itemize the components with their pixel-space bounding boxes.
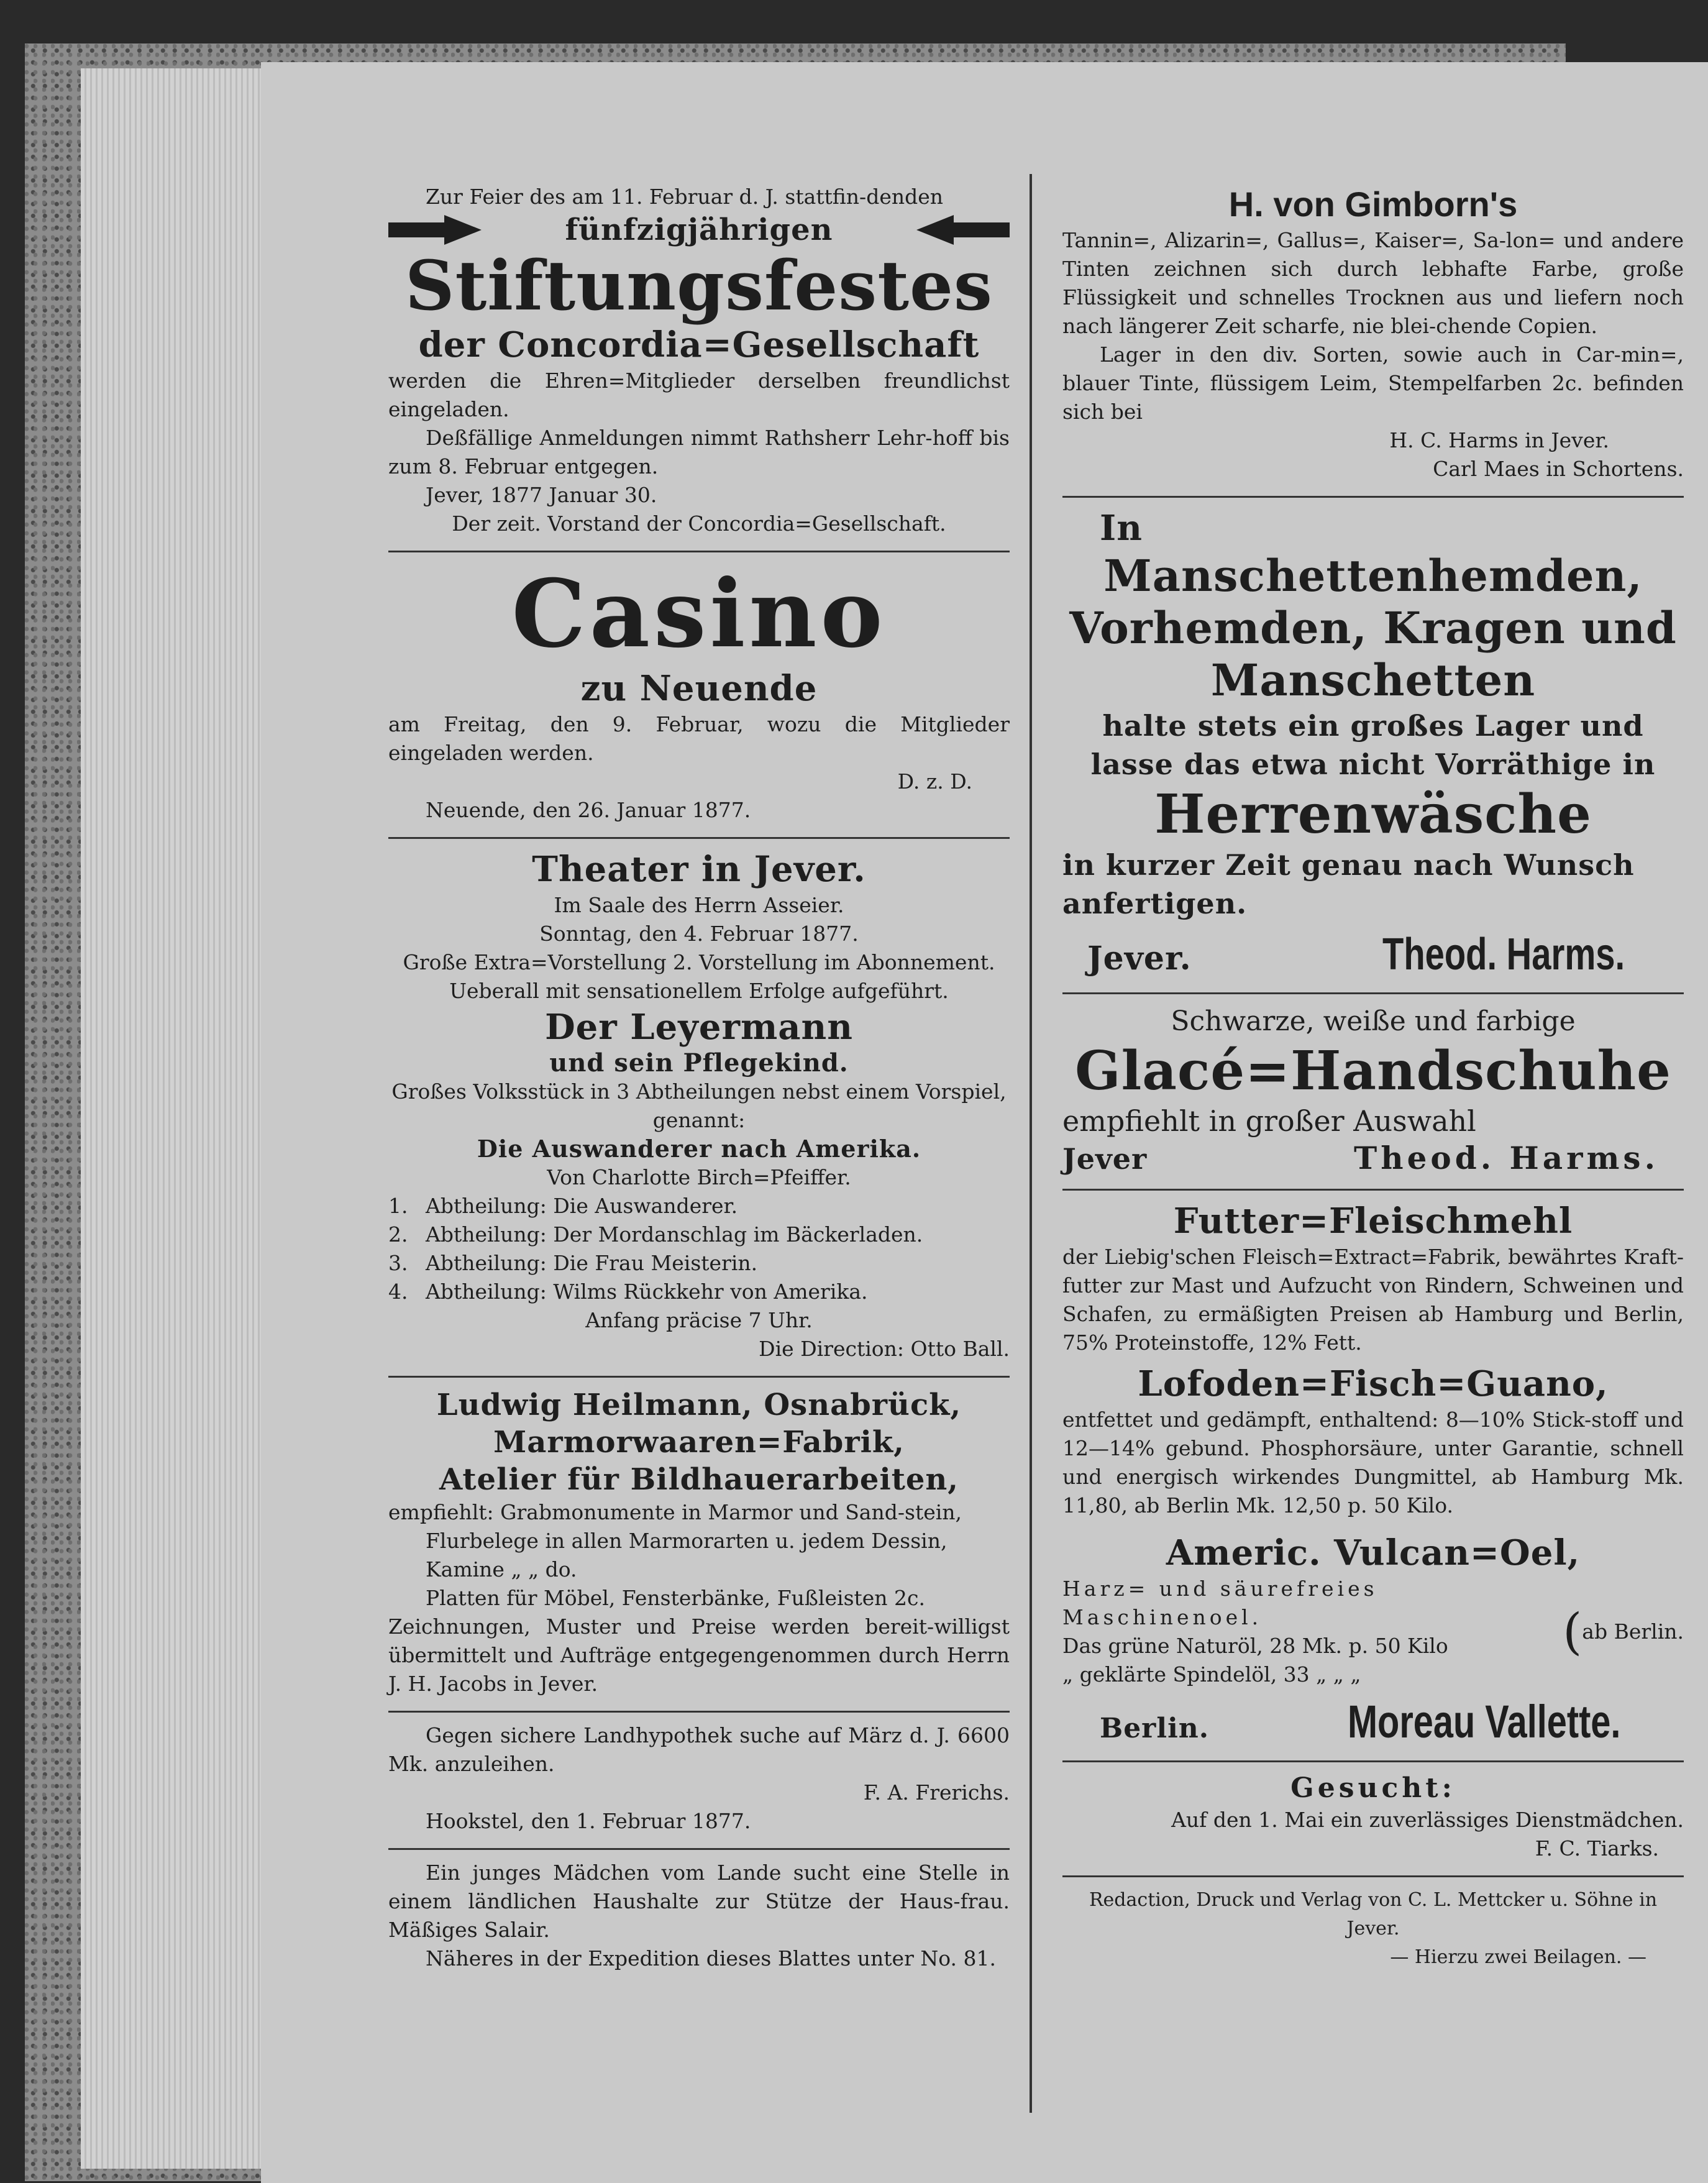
frerichs-name: F. A. Frerichs. — [863, 1780, 1010, 1805]
concordia-signature: Der zeit. Vorstand der Concordia=Gesellschaft. — [452, 511, 946, 536]
acts-list — [388, 1192, 1010, 1306]
act-item: 3. Abtheilung: Die Frau Meisterin. — [388, 1251, 758, 1275]
imprint-line2: — Hierzu zwei Beilagen. — — [1390, 1946, 1646, 1968]
harms2-title: Glacé=Handschuhe — [1075, 1040, 1671, 1102]
play-prelude: Die Auswanderer nach Amerika. — [477, 1135, 921, 1163]
harms-linen-ad — [1062, 498, 1684, 994]
vulcan-line2: Das grüne Naturöl, 28 Mk. p. 50 Kilo — [1062, 1634, 1448, 1658]
harms2-line3: empfiehlt in großer Auswahl — [1062, 1104, 1476, 1138]
vulcan-place: Berlin. — [1100, 1713, 1210, 1744]
heilmann-item: Flurbelege in allen Marmorarten u. jedem Dessin, — [426, 1529, 948, 1553]
maedchen-ad — [388, 1850, 1010, 1985]
vulcan-name: Moreau Vallette. — [1347, 1696, 1621, 1747]
harms1-line7: in kurzer Zeit genau nach Wunsch anfertigen. — [1062, 848, 1635, 920]
futter-ad — [1062, 1191, 1684, 1360]
pointing-hand-right-icon — [388, 211, 482, 249]
imprint-line1: Redaction, Druck und Verlag von C. L. Mettcker u. Söhne in Jever. — [1089, 1889, 1658, 1939]
heilmann-ad — [388, 1378, 1010, 1713]
page-edges — [81, 68, 268, 2169]
theater-ad — [388, 839, 1010, 1378]
gimborn-ad — [1062, 174, 1684, 498]
newspaper-page — [261, 62, 1708, 2183]
theater-venue: Im Saale des Herrn Asseier. — [554, 893, 844, 917]
vulcan-title: Americ. Vulcan=Oel, — [1166, 1532, 1581, 1573]
guano-body: entfettet und gedämpft, enthaltend: 8—10% Stick-stoff und 12—14% gebund. Phosphorsäure, unter Garantie, schnell und energisch wirkendes Dungmittel, ab Hamburg Mk. 11,80, ab Berlin Mk. 12,50 p. 50 Kilo. — [1062, 1407, 1684, 1517]
maedchen-more: Näheres in der Expedition dieses Blattes unter No. 81. — [426, 1946, 996, 1970]
vulcan-ad — [1062, 1522, 1684, 1762]
imprint — [1062, 1877, 1684, 1984]
casino-body: am Freitag, den 9. Februar, wozu die Mitglieder eingeladen werden. — [388, 712, 1010, 765]
frerichs-ad — [388, 1713, 1010, 1850]
vulcan-line1: Harz= und säurefreies Maschinenoel. — [1062, 1577, 1378, 1629]
harms-gloves-ad — [1062, 994, 1684, 1191]
guano-ad — [1062, 1360, 1684, 1522]
theater-success: Ueberall mit sensationellem Erfolge aufgeführt. — [449, 979, 949, 1003]
harms1-line4: Manschetten — [1210, 654, 1536, 706]
casino-date: Neuende, den 26. Januar 1877. — [426, 798, 751, 822]
vulcan-signature-row — [1062, 1689, 1684, 1748]
heilmann-firm: Ludwig Heilmann, Osnabrück, — [436, 1388, 962, 1422]
vulcan-prices — [1062, 1575, 1684, 1689]
play-subtitle: und sein Pflegekind. — [549, 1048, 849, 1078]
harms2-name: Theod. Harms. — [1354, 1140, 1659, 1176]
act-item: 1. Abtheilung: Die Auswanderer. — [388, 1194, 738, 1218]
frerichs-date: Hookstel, den 1. Februar 1877. — [426, 1809, 751, 1833]
casino-place: zu Neuende — [580, 668, 818, 709]
gimborn-stock: Lager in den div. Sorten, sowie auch in Car-min=, blauer Tinte, flüssigem Leim, Stempelfarben 2c. befinden sich bei — [1062, 342, 1684, 424]
concordia-jubilee: fünfzigjährigen — [565, 213, 833, 247]
harms1-line5: halte stets ein großes Lager und lasse das etwa nicht Vorräthige in — [1090, 709, 1656, 781]
pointing-hand-left-icon — [916, 211, 1010, 249]
play-genre: Großes Volksstück in 3 Abtheilungen nebst einem Vorspiel, genannt: — [391, 1079, 1007, 1132]
jubilee-row — [388, 211, 1010, 249]
column-divider — [1030, 174, 1032, 2113]
harms2-signature-row — [1062, 1140, 1684, 1176]
gesucht-name: F. C. Tiarks. — [1535, 1836, 1659, 1860]
guano-title: Lofoden=Fisch=Guano, — [1138, 1363, 1609, 1404]
vulcan-line3: „ geklärte Spindelöl, 33 „ „ „ — [1062, 1662, 1361, 1686]
theater-performance: Große Extra=Vorstellung 2. Vorstellung im Abonnement. — [403, 950, 995, 974]
brace-glyph: ( — [1563, 1603, 1582, 1660]
act-item: 2. Abtheilung: Der Mordanschlag im Bäckerladen. — [388, 1222, 923, 1247]
casino-sign: D. z. D. — [897, 769, 972, 794]
concordia-date: Jever, 1877 Januar 30. — [426, 483, 657, 507]
concordia-intro: Zur Feier des am 11. Februar d. J. stattfin-denden — [426, 185, 944, 209]
heilmann-line3: Atelier für Bildhauerarbeiten, — [439, 1462, 959, 1497]
harms2-place: Jever — [1062, 1142, 1148, 1176]
harms1-name: Theod. Harms. — [1382, 930, 1625, 979]
heilmann-recommend: empfiehlt: Grabmonumente in Marmor und Sand-stein, — [388, 1500, 962, 1524]
heilmann-line2: Marmorwaaren=Fabrik, — [493, 1425, 905, 1460]
play-author: Von Charlotte Birch=Pfeiffer. — [547, 1165, 851, 1189]
harms1-line1: In — [1100, 508, 1143, 549]
heilmann-drawings: Zeichnungen, Muster und Preise werden bereit-willigst übermittelt und Aufträge entgegengenommen durch Herrn J. H. Jacobs in Jever. — [388, 1614, 1010, 1696]
harms1-line2: Manschettenhemden, — [1103, 550, 1643, 602]
theater-start: Anfang präcise 7 Uhr. — [585, 1308, 813, 1332]
right-column — [1062, 174, 1684, 1984]
harms2-line1: Schwarze, weiße und farbige — [1171, 1005, 1576, 1037]
concordia-ad — [388, 174, 1010, 552]
maedchen-body: Ein junges Mädchen vom Lande sucht eine Stelle in einem ländlichen Haushalte zur Stütze der Haus-frau. Mäßiges Salair. — [388, 1860, 1010, 1942]
concordia-society: der Concordia=Gesellschaft — [418, 324, 980, 365]
gimborn-body: Tannin=, Alizarin=, Gallus=, Kaiser=, Sa-lon= und andere Tinten zeichnen sich durch lebhafte Farbe, große Flüssigkeit und schnelles Trocknen aus und liefern noch nach längerer Zeit scharfe, nie blei-chende Copien. — [1062, 228, 1684, 338]
theater-title: Theater in Jever. — [532, 849, 866, 890]
gimborn-dealer2: Carl Maes in Schortens. — [1433, 457, 1684, 481]
casino-title: Casino — [511, 559, 887, 669]
left-column — [388, 174, 1010, 1985]
theater-date: Sonntag, den 4. Februar 1877. — [539, 922, 859, 946]
harms1-place: Jever. — [1087, 940, 1192, 977]
play-title: Der Leyermann — [545, 1007, 853, 1048]
gesucht-body: Auf den 1. Mai ein zuverlässiges Dienstmädchen. — [1171, 1808, 1684, 1832]
heilmann-item: Platten für Möbel, Fensterbänke, Fußleisten 2c. — [426, 1586, 926, 1610]
harms1-line3: Vorhemden, Kragen und — [1069, 602, 1677, 654]
harms1-line6: Herrenwäsche — [1154, 783, 1592, 846]
vulcan-note: ab Berlin. — [1582, 1619, 1684, 1644]
frerichs-body: Gegen sichere Landhypothek suche auf März d. J. 6600 Mk. anzuleihen. — [388, 1723, 1010, 1776]
act-item: 4. Abtheilung: Wilms Rückkehr von Amerika. — [388, 1279, 868, 1304]
gimborn-title: H. von Gimborn's — [1228, 185, 1518, 224]
concordia-registration: Deßfällige Anmeldungen nimmt Rathsherr Lehr-hoff bis zum 8. Februar entgegen. — [388, 426, 1010, 478]
concordia-invite: werden die Ehren=Mitglieder derselben freundlichst eingeladen. — [388, 368, 1010, 421]
futter-title: Futter=Fleischmehl — [1173, 1201, 1573, 1242]
heilmann-item: Kamine „ „ do. — [426, 1557, 577, 1581]
harms1-signature-row — [1062, 923, 1684, 980]
gesucht-ad — [1062, 1762, 1684, 1877]
casino-ad — [388, 552, 1010, 839]
gimborn-dealer1: H. C. Harms in Jever. — [1389, 428, 1609, 452]
futter-body: der Liebig'schen Fleisch=Extract=Fabrik, bewährtes Kraft-futter zur Mast und Aufzucht von Rindern, Schweinen und Schafen, zu ermäßigten Preisen ab Hamburg und Berlin, 75% Proteinstoffe, 12% Fett. — [1062, 1245, 1684, 1355]
concordia-title: Stiftungsfestes — [405, 245, 993, 326]
theater-direction: Die Direction: Otto Ball. — [759, 1337, 1010, 1361]
gesucht-title: Gesucht: — [1290, 1772, 1456, 1804]
